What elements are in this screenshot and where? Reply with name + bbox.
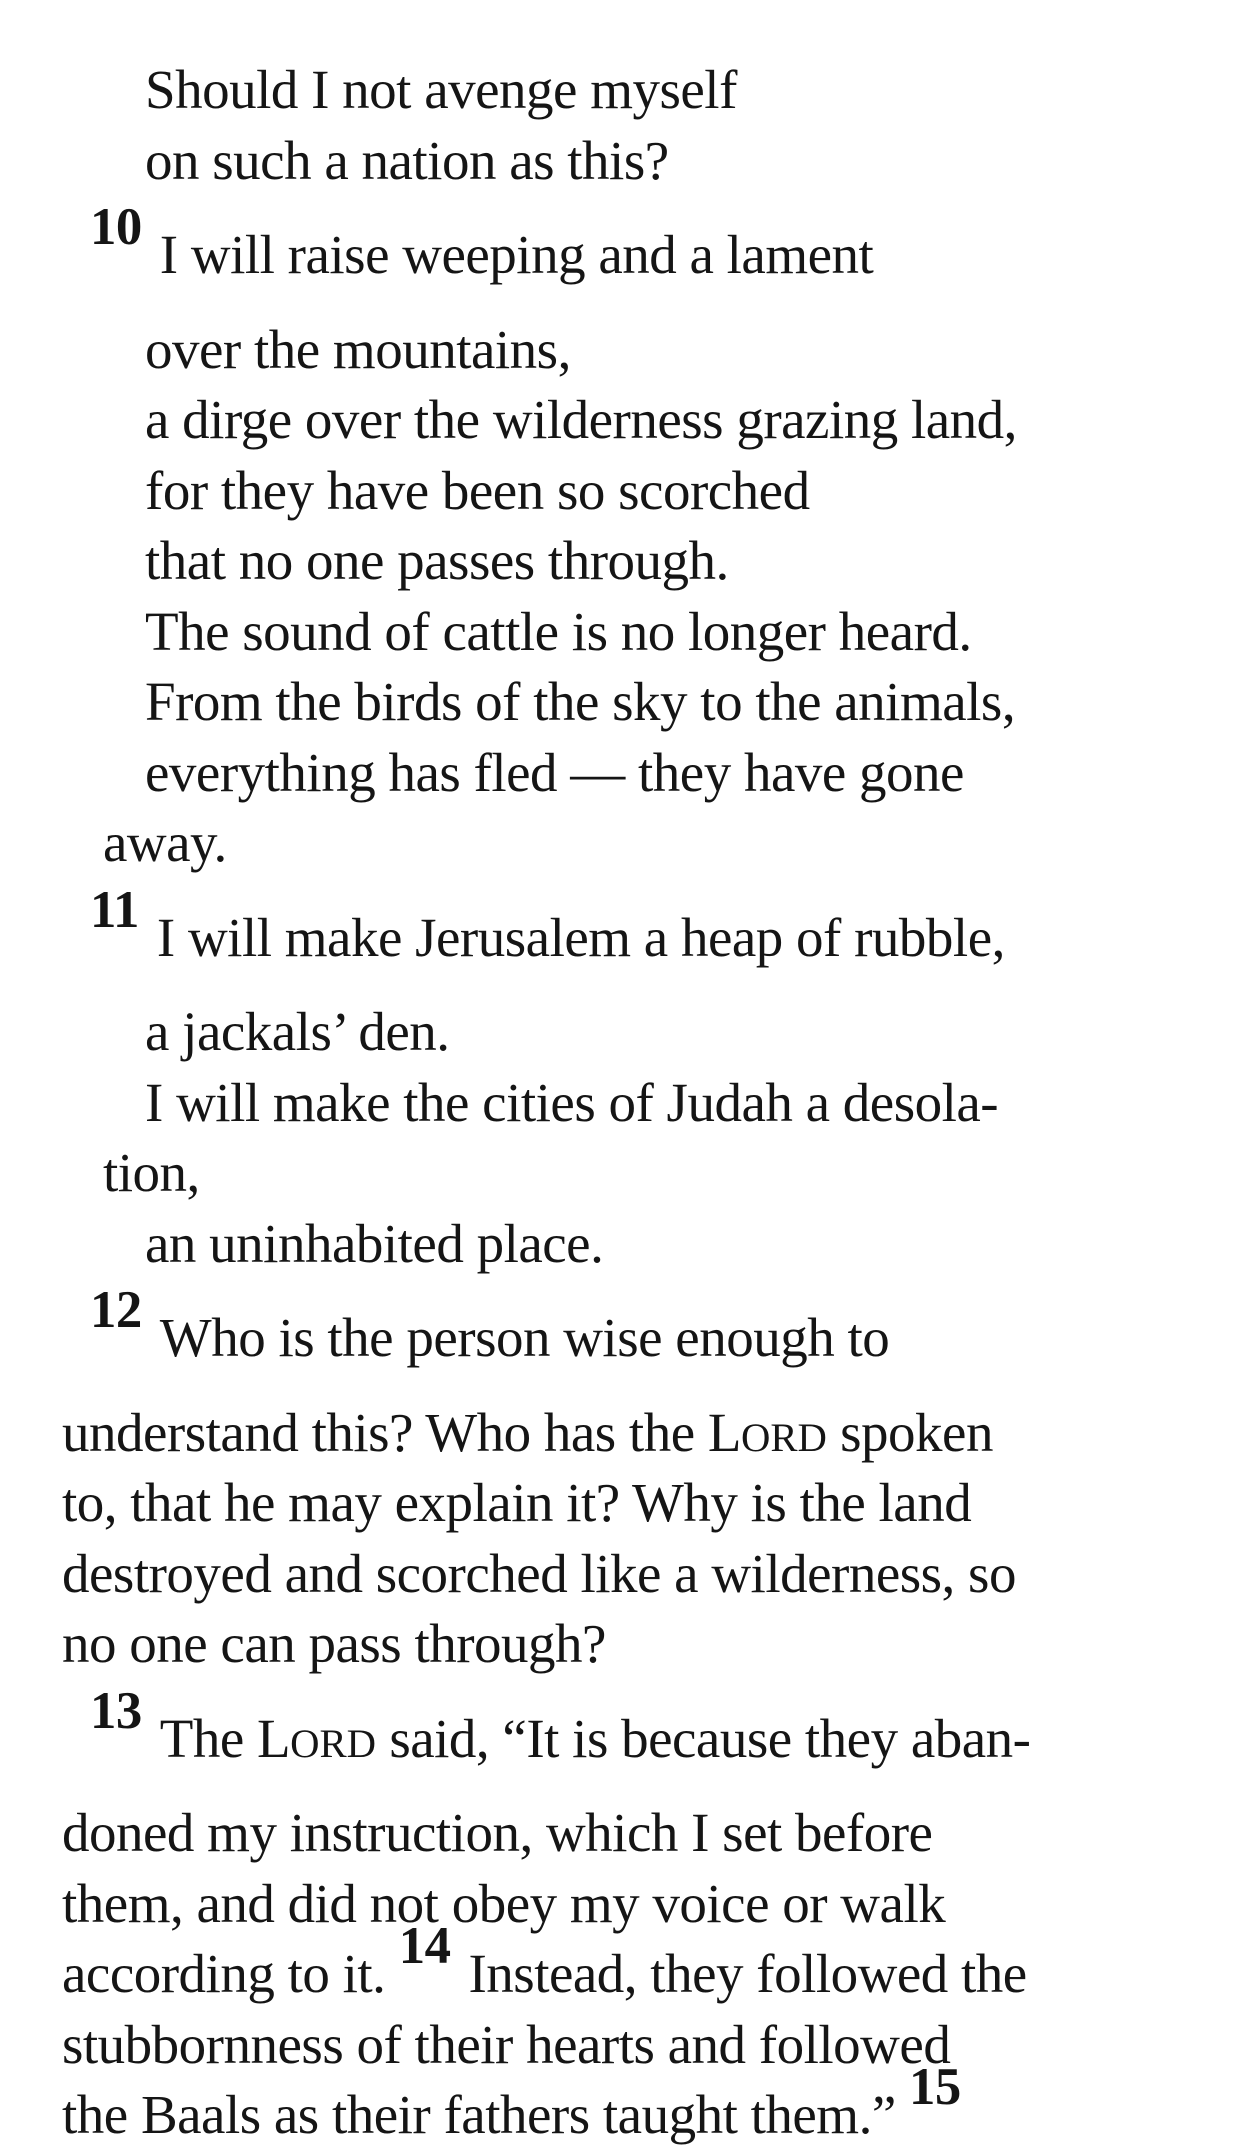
scripture-text: I will make the cities of Judah a desola- — [145, 1071, 999, 1133]
text-line — [0, 1539, 1242, 1610]
text-line — [0, 808, 1242, 879]
scripture-text: said, “It is because they aban- — [376, 1707, 1031, 1769]
scripture-text: The L — [159, 1707, 291, 1769]
scripture-text: according to it. — [62, 1943, 399, 2004]
scripture-text: Should I not avenge myself — [145, 59, 737, 120]
divine-name-small-caps: ORD — [740, 1414, 827, 1460]
text-line — [0, 1398, 1242, 1469]
text-line — [0, 1468, 1242, 1539]
scripture-text: to, that he may explain it? Why is the land — [62, 1472, 972, 1533]
scripture-text: a dirge over the wilderness grazing land, — [145, 389, 1017, 450]
text-line — [0, 385, 1242, 456]
scripture-text: for they have been so scorched — [145, 459, 810, 521]
text-line — [0, 126, 1242, 197]
text-line — [0, 1209, 1242, 1280]
verse-number: 12 — [90, 1281, 142, 1339]
scripture-text: an uninhabited place. — [145, 1212, 604, 1274]
scripture-text: that no one passes through. — [145, 530, 729, 591]
scripture-text: the Baals as their fathers taught them.” — [62, 2084, 909, 2145]
text-line — [0, 1068, 1242, 1139]
verse-number: 15 — [909, 2058, 961, 2116]
scripture-text: Instead, they followed the — [468, 1943, 1027, 2004]
text-line — [0, 597, 1242, 668]
scripture-text: a jackals’ den. — [145, 1001, 450, 1062]
scripture-text: Who is the person wise enough to — [159, 1307, 890, 1368]
scripture-text: I will raise weeping and a lament — [159, 224, 874, 285]
scripture-text: on such a nation as this? — [145, 129, 669, 191]
verse-number: 13 — [90, 1681, 142, 1740]
text-line — [0, 1279, 1242, 1398]
text-line — [0, 879, 1242, 998]
text-line — [0, 315, 1242, 386]
text-line — [0, 667, 1242, 738]
text-line — [0, 738, 1242, 809]
scripture-text: away. — [103, 812, 227, 873]
scripture-text: stubbornness of their hearts and followed — [62, 2013, 951, 2075]
scripture-text: The sound of cattle is no longer heard. — [145, 600, 972, 662]
divine-name-small-caps: ORD — [290, 1720, 377, 1766]
text-line — [0, 997, 1242, 1068]
text-line — [0, 1869, 1242, 1940]
text-line — [0, 1917, 1242, 2010]
scripture-text: I will make Jerusalem a heap of rubble, — [156, 906, 1005, 968]
verse-number: 11 — [90, 880, 139, 939]
text-line — [0, 196, 1242, 315]
scripture-text: over the mountains, — [145, 318, 571, 380]
text-line — [0, 456, 1242, 527]
verse-number: 10 — [90, 198, 142, 256]
text-line — [0, 526, 1242, 597]
scripture-text: doned my instruction, which I set before — [62, 1802, 933, 1863]
scripture-text: destroyed and scorched like a wilderness, so — [62, 1542, 1016, 1604]
text-line — [0, 1680, 1242, 1799]
scripture-text: understand this? Who has the L — [62, 1401, 741, 1463]
scripture-text: spoken — [826, 1401, 993, 1463]
text-line — [0, 1609, 1242, 1680]
text-line — [0, 1138, 1242, 1209]
scripture-text: tion, — [103, 1142, 200, 1203]
scripture-text: From the birds of the sky to the animals, — [145, 671, 1016, 732]
text-line — [0, 1798, 1242, 1869]
scripture-text: everything has fled — they have gone — [145, 741, 964, 803]
verse-number: 14 — [398, 1917, 451, 1975]
text-line — [0, 2010, 1242, 2081]
scripture-text: them, and did not obey my voice or walk — [62, 1872, 946, 1934]
text-line — [0, 55, 1242, 126]
scripture-text: no one can pass through? — [62, 1613, 606, 1674]
